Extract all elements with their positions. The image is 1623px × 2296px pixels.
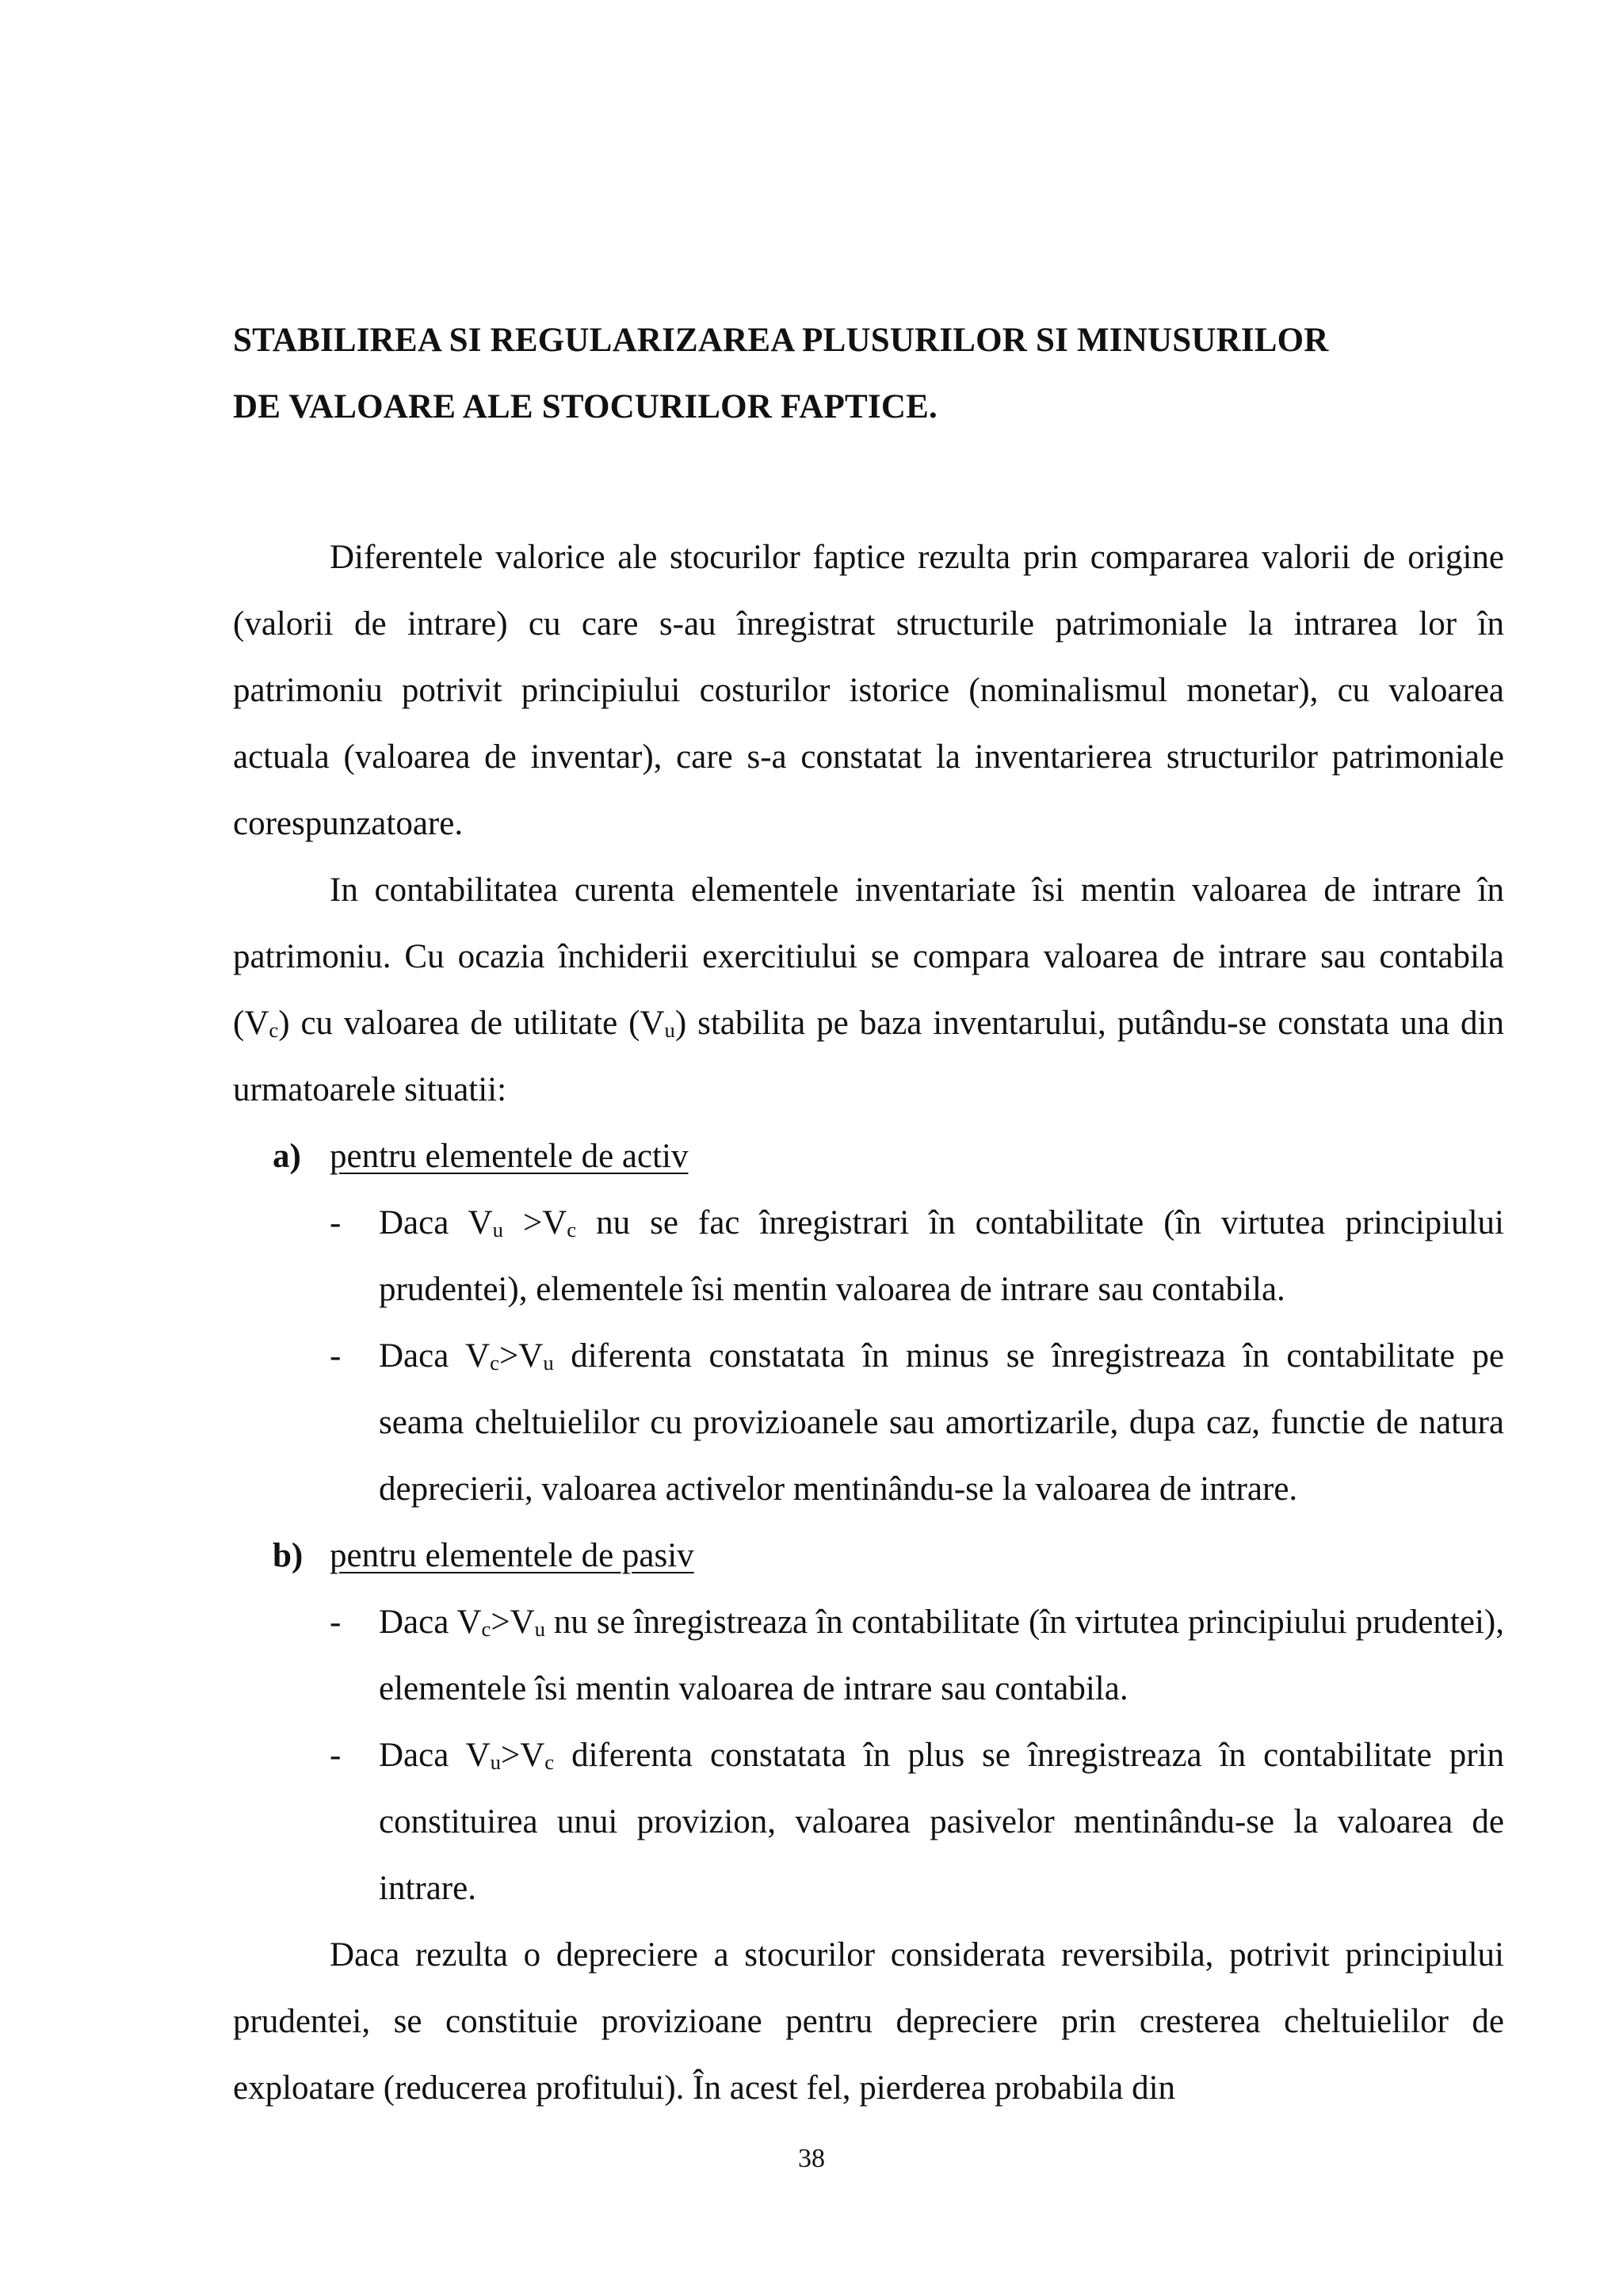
dash-bullet: - (330, 1337, 342, 1375)
section-title (233, 307, 1504, 441)
page-content (233, 307, 1504, 2122)
item-text: Daca V (379, 1737, 491, 1774)
paragraph-2-text-b: ) cu valoarea de utilitate (V (278, 1005, 665, 1042)
item-text: diferenta constatata în minus se înregistreaza în contabilitate pe seama cheltuielilor cu provizioanele sau amortizarile, dupa caz, functie de natura deprecierii, valoarea activelor mentinându-se la valoarea de intrare. (379, 1337, 1504, 1508)
dash-bullet: - (330, 1204, 342, 1241)
item-text: >V (500, 1737, 545, 1774)
title-line-2: DE VALOARE ALE STOCURILOR FAPTICE. (233, 388, 938, 425)
subscript-c: c (269, 1017, 279, 1042)
subscript: u (534, 1616, 545, 1641)
item-text: nu se înregistreaza în contabilitate (în virtutea principiului prudentei), elementele îsi mentin valoarea de intrare sau contabila. (379, 1604, 1504, 1707)
subscript: c (490, 1350, 499, 1375)
item-text: Daca V (379, 1204, 493, 1241)
paragraph-1: Diferentele valorice ale stocurilor faptice rezulta prin compararea valorii de origine (valorii de intrare) cu care s-au înregistrat structurile patrimoniale la intrarea lor în patrimoniu potrivit principiului costurilor istorice (nominalismul monetar), cu valoarea actuala (valoarea de inventar), care s-a constatat la inventarierea structurilor patrimoniale corespunzatoare. (233, 539, 1504, 842)
item-text: >V (499, 1337, 544, 1375)
paragraph-2 (233, 857, 1504, 1123)
item-text: Daca V (379, 1337, 491, 1375)
dash-bullet: - (330, 1604, 342, 1641)
paragraph-2-text-a: In contabilitatea curenta elementele inventariate îsi mentin valoarea de intrare în patrimoniu. Cu ocazia închiderii exercitiului se compara valoarea de intrare sau contabila (V (233, 871, 1504, 1042)
subscript: c (567, 1217, 577, 1241)
section-a-title: pentru elementele de activ (330, 1138, 689, 1175)
section-a-marker: a) (273, 1138, 301, 1175)
item-text: >V (502, 1204, 567, 1241)
section-b-marker: b) (273, 1537, 304, 1574)
section-b-heading (233, 1523, 1504, 1589)
subscript: c (481, 1616, 491, 1641)
item-text: nu se fac înregistrari în contabilitate (în virtutea principiului prudentei), elementele îsi mentin valoarea de intrare sau contabila. (379, 1204, 1504, 1308)
subscript: u (492, 1217, 503, 1241)
title-line-1: STABILIREA SI REGULARIZAREA PLUSURILOR SI MINUSURILOR (233, 322, 1329, 359)
subscript-u: u (664, 1017, 675, 1042)
item-text: diferenta constatata în plus se înregistreaza în contabilitate prin constituirea unui provizion, valoarea pasivelor mentinându-se la valoarea de intrare. (379, 1737, 1504, 1907)
list-item-b1 (330, 1589, 1504, 1722)
section-a-heading (233, 1123, 1504, 1190)
paragraph-2-text-c: ) stabilita pe baza inventarului, putându-se constata una din urmatoarele situatii: (233, 1005, 1504, 1108)
item-text: Daca V (379, 1604, 482, 1641)
page-number: 38 (798, 2144, 825, 2173)
subscript: u (543, 1350, 554, 1375)
paragraph-3: Daca rezulta o depreciere a stocurilor considerata reversibila, potrivit principiului prudentei, se constituie provizioane pentru depreciere prin cresterea cheltuielilor de exploatare (reducerea profitului). În acest fel, pierderea probabila din (233, 1936, 1504, 2107)
item-text: >V (491, 1604, 535, 1641)
list-item-a2 (330, 1323, 1504, 1523)
list-item-a1 (330, 1190, 1504, 1323)
list-item-b2 (330, 1722, 1504, 1922)
subscript: c (544, 1749, 555, 1774)
dash-bullet: - (330, 1737, 342, 1774)
section-b-title: pentru elementele de pasiv (330, 1537, 694, 1574)
subscript: u (490, 1749, 501, 1774)
